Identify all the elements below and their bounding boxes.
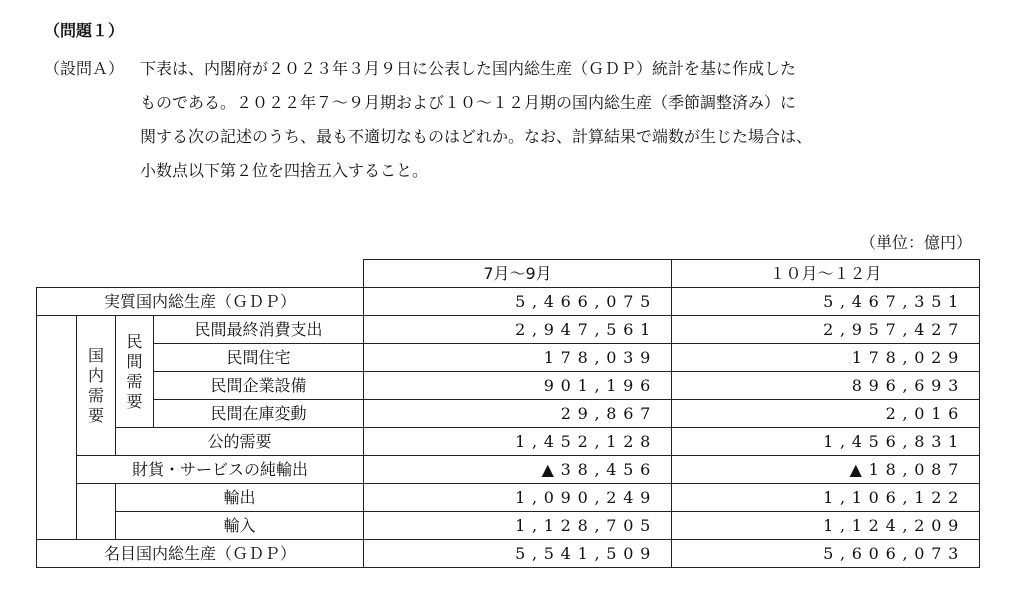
header-empty-cell [37,260,364,288]
group-char: 内 [87,365,104,385]
row-label-net-exports: 財貨・サービスの純輸出 [77,456,364,484]
column-header-q4: １０月～１２月 [672,260,980,288]
indent-spacer [37,316,77,540]
cell-exports-q3: 1,090,249 [364,484,672,512]
cell-real-gdp-q4: 5,467,351 [672,288,980,316]
row-label-consumption: 民間最終消費支出 [154,316,364,344]
question-text-line-1: 下表は、内閣府が２０２３年３月９日に公表した国内総生産（ＧＤＰ）統計を基に作成した [140,59,797,78]
group-label-domestic-demand [77,316,116,456]
group-char: 要 [87,405,104,425]
group-label-private-demand [116,316,154,428]
cell-housing-q3: 178,039 [364,344,672,372]
table-row [37,288,980,316]
group-char: 民 [126,331,143,351]
row-label-real-gdp: 実質国内総生産（ＧＤＰ） [37,288,364,316]
table-row [37,400,980,428]
group-char: 要 [126,391,143,411]
row-label-inventory: 民間在庫変動 [154,400,364,428]
cell-nominal-gdp-q4: 5,606,073 [672,540,980,568]
row-label-exports: 輸出 [116,484,364,512]
group-char: 国 [87,345,104,365]
unit-label: （単位：億円） [859,233,972,252]
sub-question-label: （設問Ａ） [44,59,125,78]
question-title: （問題１） [44,21,125,40]
table-row [37,540,980,568]
row-label-public-demand: 公的需要 [116,428,364,456]
group-char: 需 [87,385,104,405]
table-row [37,344,980,372]
cell-public-q3: 1,452,128 [364,428,672,456]
cell-real-gdp-q3: 5,466,075 [364,288,672,316]
table-row [37,484,980,512]
cell-nominal-gdp-q3: 5,541,509 [364,540,672,568]
question-text-line-2: ものである。２０２２年７～９月期および１０～１２月期の国内総生産（季節調整済み）に [140,93,797,112]
group-char: 需 [126,371,143,391]
cell-exports-q4: 1,106,122 [672,484,980,512]
indent-spacer [77,484,116,540]
cell-net-exports-q3: ▲38,456 [364,456,672,484]
cell-consumption-q4: 2,957,427 [672,316,980,344]
cell-inventory-q3: 29,867 [364,400,672,428]
gdp-table [36,259,980,568]
cell-public-q4: 1,456,831 [672,428,980,456]
question-text-line-3: 関する次の記述のうち、最も不適切なものはどれか。なお、計算結果で端数が生じた場合は、 [140,127,813,146]
cell-inventory-q4: 2,016 [672,400,980,428]
table-row [37,456,980,484]
cell-investment-q4: 896,693 [672,372,980,400]
table-row [37,428,980,456]
row-label-investment: 民間企業設備 [154,372,364,400]
table-row [37,372,980,400]
table-row [37,316,980,344]
cell-imports-q4: 1,124,209 [672,512,980,540]
cell-housing-q4: 178,029 [672,344,980,372]
cell-net-exports-q4: ▲18,087 [672,456,980,484]
row-label-nominal-gdp: 名目国内総生産（ＧＤＰ） [37,540,364,568]
cell-investment-q3: 901,196 [364,372,672,400]
cell-imports-q3: 1,128,705 [364,512,672,540]
column-header-q3: 7月～9月 [364,260,672,288]
table-row [37,512,980,540]
row-label-imports: 輸入 [116,512,364,540]
table-header-row [37,260,980,288]
row-label-housing: 民間住宅 [154,344,364,372]
cell-consumption-q3: 2,947,561 [364,316,672,344]
question-text-line-4: 小数点以下第２位を四捨五入すること。 [140,161,429,180]
group-char: 間 [126,351,143,371]
